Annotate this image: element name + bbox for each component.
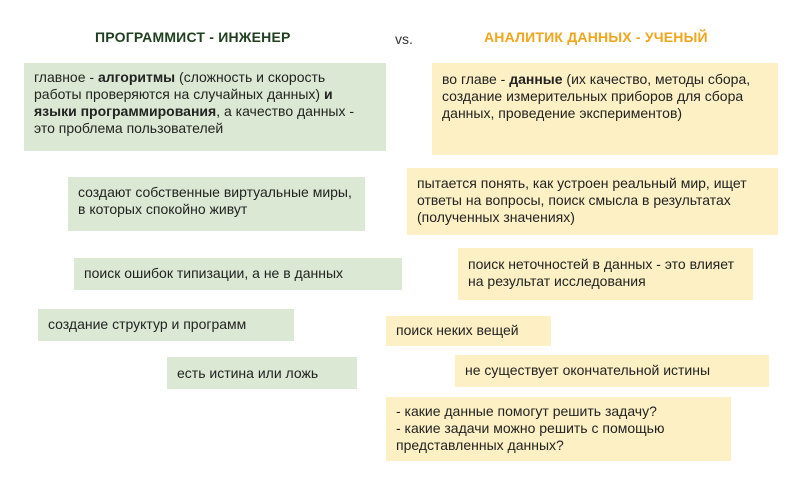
analyst-main-card (432, 63, 778, 155)
programmer-main-card (24, 63, 386, 151)
programmer-structures-text: создание структур и программ (48, 316, 247, 332)
programmer-truth-text: есть истина или ложь (177, 365, 319, 381)
programmer-main-and: и (323, 86, 333, 102)
programmer-worlds-text: создают собственные виртуальные миры, в которых спокойно живут (78, 184, 352, 217)
analyst-main-data: данные (509, 71, 563, 87)
programmer-main-prefix: главное - (34, 69, 98, 85)
analyst-main-suffix: (их качество, методы сбора, создание измерительных приборов для сбора данных, проведение экспериментов) (442, 71, 751, 121)
analyst-no-truth-text: не существует окончательной истины (465, 362, 711, 378)
programmer-main-languages: языки программирования (34, 103, 217, 119)
programmer-errors-card (74, 258, 402, 290)
analyst-inaccuracies-card (458, 248, 753, 300)
analyst-questions-card (386, 397, 731, 461)
analyst-question-2: - какие задачи можно решить с помощью представленных данных? (396, 420, 665, 453)
analyst-things-text: поиск неких вещей (396, 322, 519, 338)
programmer-errors-text: поиск ошибок типизации, а не в данных (84, 265, 344, 281)
programmer-worlds-card (68, 177, 365, 231)
programmer-main-suffix: , а качество данных - это проблема пользователей (34, 103, 355, 136)
analyst-inaccuracies-text: поиск неточностей в данных - это влияет на результат исследования (468, 256, 734, 289)
programmer-truth-card (167, 357, 357, 389)
vs-label: vs. (395, 31, 413, 47)
analyst-heading: АНАЛИТИК ДАННЫХ - УЧЕНЫЙ (484, 29, 708, 45)
programmer-structures-card (38, 309, 294, 341)
analyst-things-card (386, 316, 551, 346)
analyst-world-card (407, 168, 778, 235)
programmer-main-algorithms: алгоритмы (97, 69, 176, 85)
programmer-main-mid: (сложность и скорость работы проверяются на случайных данных) (34, 69, 326, 102)
programmer-heading: ПРОГРАММИСТ - ИНЖЕНЕР (95, 29, 291, 45)
analyst-world-text: пытается понять, как устроен реальный мир, ищет ответы на вопросы, поиск смысла в результатах (полученных значениях) (417, 175, 747, 225)
analyst-no-truth-card (455, 355, 769, 387)
analyst-question-1: - какие данные помогут решить задачу? (396, 403, 657, 419)
analyst-main-prefix: во главе - (442, 71, 510, 87)
